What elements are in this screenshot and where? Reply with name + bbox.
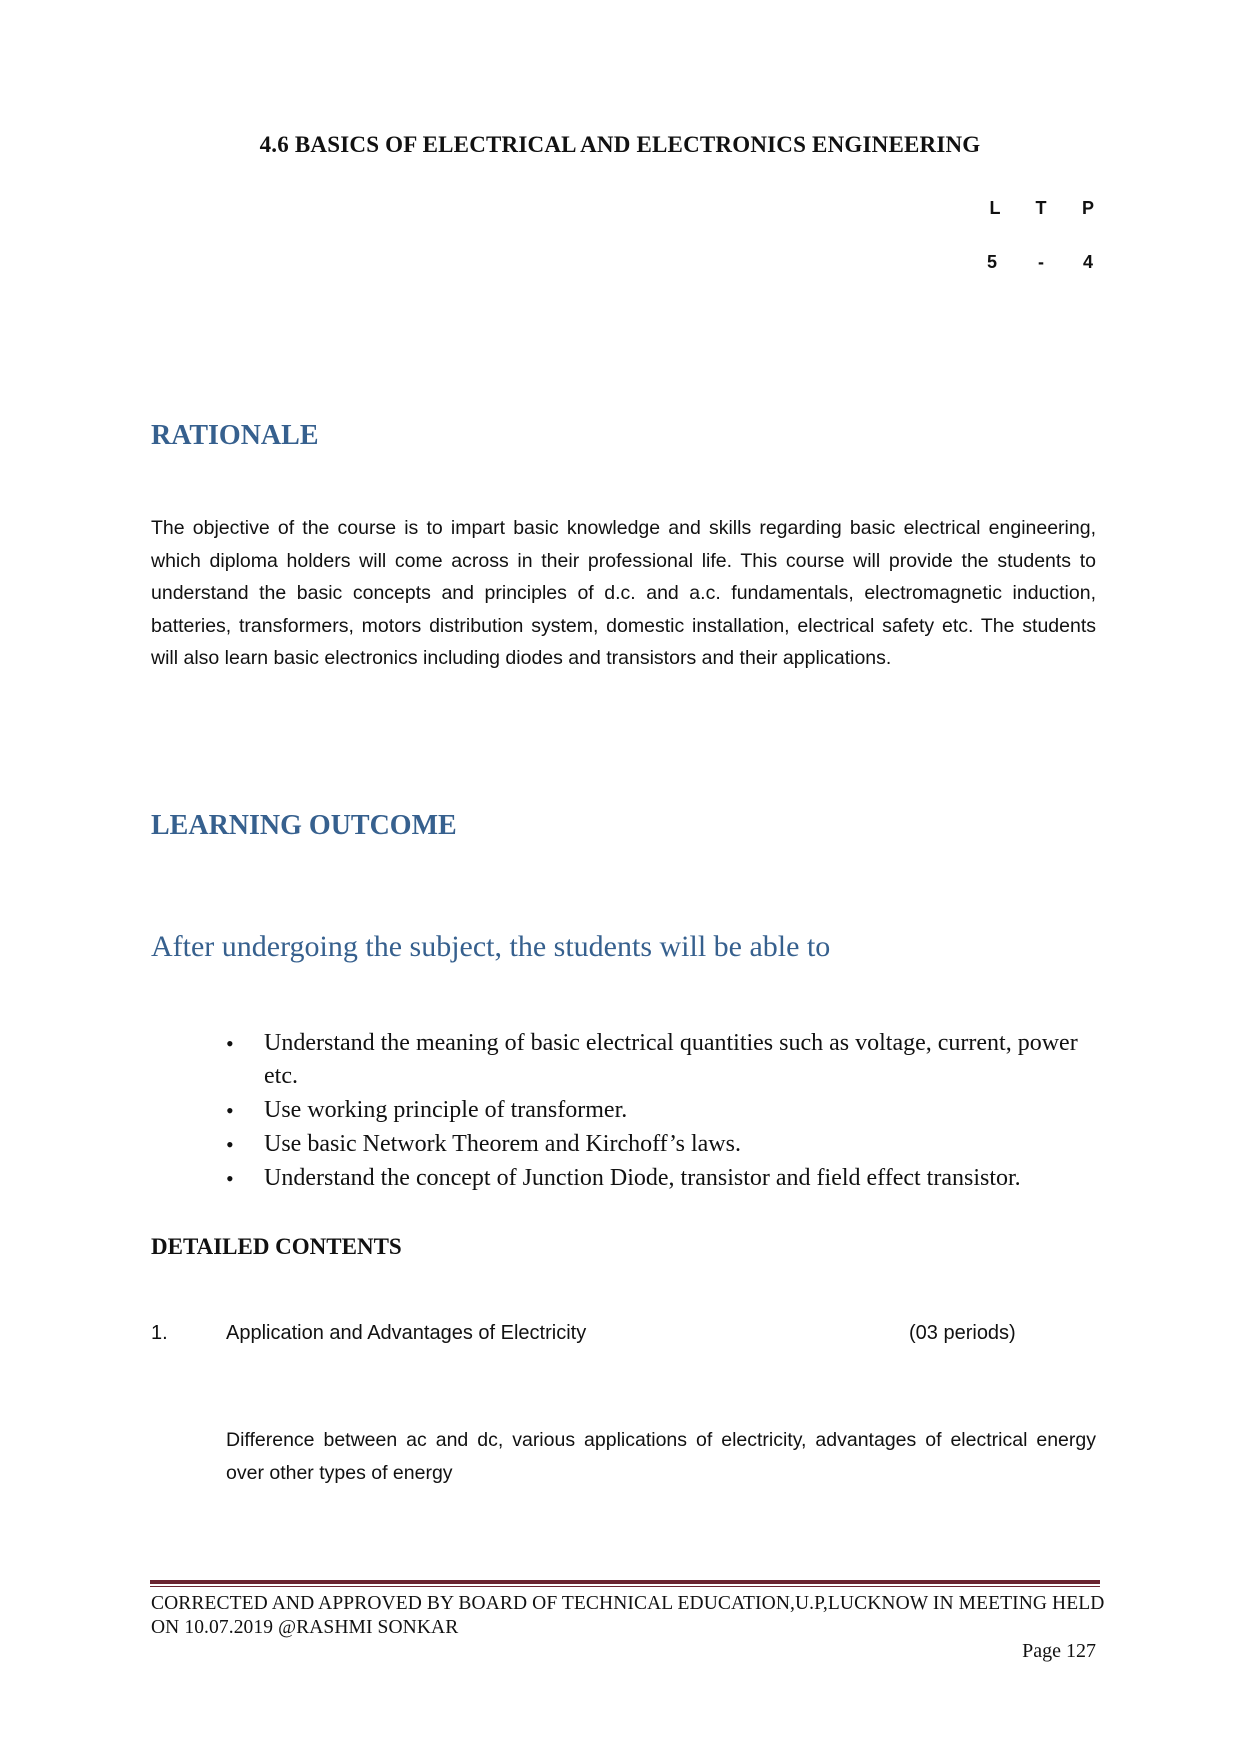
list-item-text: Use working principle of transformer. bbox=[264, 1097, 628, 1123]
ltp-header-p: P bbox=[1081, 198, 1094, 218]
bullet-icon: • bbox=[226, 1098, 234, 1123]
bullet-icon: • bbox=[226, 1166, 234, 1191]
page-number: Page 127 bbox=[1022, 1640, 1096, 1662]
ltp-header-l: L bbox=[989, 198, 1001, 218]
list-item-text: Use basic Network Theorem and Kirchoff’s laws. bbox=[264, 1131, 741, 1157]
ltp-value-t: - bbox=[1038, 252, 1044, 272]
list-item bbox=[220, 1027, 1100, 1093]
learning-outcome-heading: LEARNING OUTCOME bbox=[151, 810, 457, 841]
rationale-text: The objective of the course is to impart basic knowledge and skills regarding basic electrical engineering, which diploma holders will come across in their professional life. This course will provide the students to understand the basic concepts and principles of d.c. and a.c. fundamentals, electromagnetic induction, batteries, transformers, motors distribution system, domestic installation, electrical safety etc. The students will also learn basic electronics including diodes and transistors and their applications. bbox=[151, 517, 1096, 669]
ltp-header-t: T bbox=[1035, 198, 1047, 218]
footer-rule-thin bbox=[150, 1586, 1100, 1587]
learning-outcome-intro: After undergoing the subject, the students will be able to bbox=[151, 930, 831, 963]
footer-approval-text: CORRECTED AND APPROVED BY BOARD OF TECHNICAL EDUCATION,U.P,LUCKNOW IN MEETING HELD ON 10.07.2019 @RASHMI SONKAR bbox=[151, 1593, 1105, 1638]
list-item bbox=[220, 1128, 1100, 1161]
document-title: 4.6 BASICS OF ELECTRICAL AND ELECTRONICS ENGINEERING bbox=[259, 132, 981, 157]
list-item-text: Understand the concept of Junction Diode, transistor and field effect transistor. bbox=[264, 1165, 1021, 1191]
list-item bbox=[220, 1162, 1100, 1195]
content-item-text: Difference between ac and dc, various applications of electricity, advantages of electrical energy over other types of energy bbox=[226, 1429, 1096, 1484]
detailed-contents-heading: DETAILED CONTENTS bbox=[151, 1234, 402, 1259]
list-item bbox=[220, 1094, 1100, 1127]
content-item-periods: (03 periods) bbox=[909, 1322, 1016, 1344]
rationale-heading: RATIONALE bbox=[151, 420, 319, 451]
list-item-text: Understand the meaning of basic electrical quantities such as voltage, current, power etc. bbox=[264, 1030, 1078, 1089]
bullet-icon: • bbox=[226, 1031, 234, 1056]
footer-rule-thick bbox=[150, 1580, 1100, 1584]
content-item-title: Application and Advantages of Electricity bbox=[226, 1322, 587, 1344]
ltp-value-l: 5 bbox=[986, 252, 997, 272]
bullet-icon: • bbox=[226, 1132, 234, 1157]
learning-outcome-list bbox=[220, 1027, 1100, 1196]
ltp-value-p: 4 bbox=[1082, 252, 1093, 272]
content-item-number: 1. bbox=[151, 1322, 168, 1344]
